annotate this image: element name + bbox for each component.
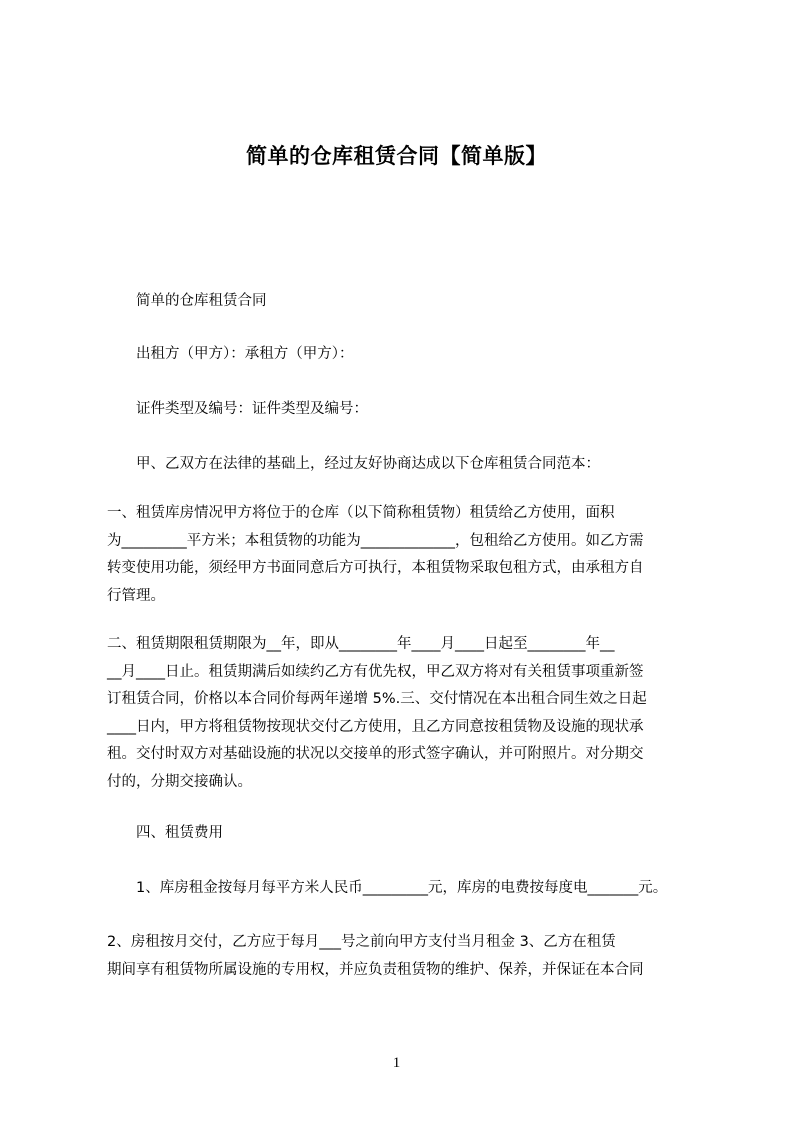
id-types-line: 证件类型及编号：证件类型及编号： [136, 401, 368, 417]
document-title: 简单的仓库租赁合同【简单版】 [246, 144, 547, 168]
rent-item-2-paragraph [107, 929, 707, 984]
section-2-line: __月____日止。租赁期满后如续约乙方有优先权，甲乙双方将对有关租赁事项重新签 [107, 663, 644, 680]
parties-line: 出租方（甲方）：承租方（甲方）： [136, 346, 354, 362]
intro-line: 甲、乙双方在法律的基础上，经过友好协商达成以下仓库租赁合同范本： [136, 456, 600, 472]
section-1-line: 转变使用功能，须经甲方书面同意后方可执行，本租赁物采取包租方式，由承租方自 [107, 560, 644, 576]
section-2-line: ____日内，甲方将租赁物按现状交付乙方使用，且乙方同意按租赁物及设施的现状承 [107, 718, 644, 735]
rent-item-1: 1、库房租金按每月每平方米人民币_________元，库房的电费按每度电_______元。 [136, 880, 668, 896]
section-2-line: 租。交付时双方对基础设施的状况以交接单的形式签字确认，并可附照片。对分期交 [107, 746, 644, 762]
section-2-paragraph [107, 631, 707, 796]
section-1-paragraph [107, 500, 707, 610]
section-1-line: 行管理。 [107, 587, 165, 604]
section-2-line: 付的，分期交接确认。 [107, 773, 252, 790]
section-2-line: 订租赁合同，价格以本合同价每两年递增 5%.三、交付情况在本出租合同生效之日起 [107, 691, 647, 707]
section-1-line: 为_________平方米；本租赁物的功能为_____________，包租给乙方使用。如乙方需 [107, 532, 644, 549]
section-4-heading: 四、租赁费用 [136, 825, 223, 841]
page-number: 1 [392, 1055, 401, 1071]
contract-name-line: 简单的仓库租赁合同 [136, 293, 267, 309]
rent-item-2-line: 期间享有租赁物所属设施的专用权，并应负责租赁物的维护、保养，并保证在本合同 [107, 961, 644, 978]
section-2-line: 二、租赁期限租赁期限为__年，即从________年____月____日起至________年__ [107, 636, 615, 652]
rent-item-2-line: 2、房租按月交付，乙方应于每月___号之前向甲方支付当月租金 3、乙方在租赁 [107, 934, 616, 950]
section-1-line: 一、租赁库房情况甲方将位于的仓库（以下简称租赁物）租赁给乙方使用，面积 [107, 505, 615, 521]
